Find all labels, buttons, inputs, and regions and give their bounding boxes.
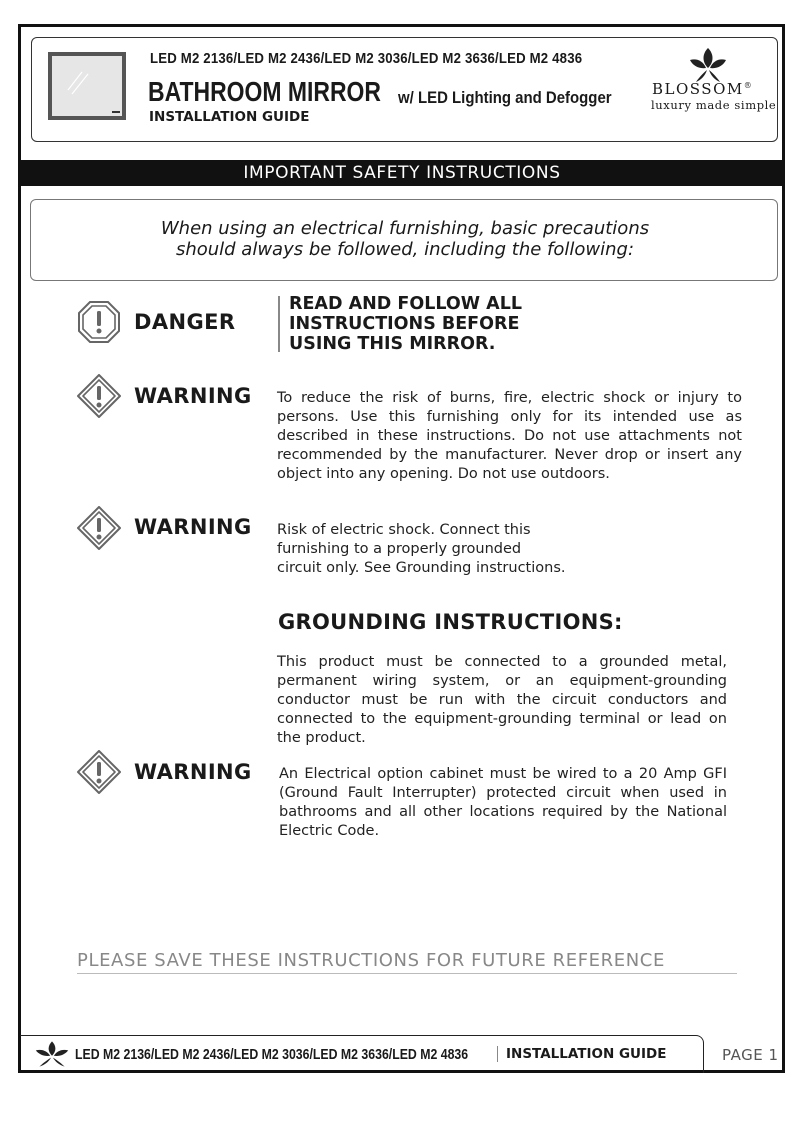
- danger-divider: [278, 296, 280, 352]
- danger-text: [289, 294, 522, 354]
- blossom-logo-icon: [688, 46, 728, 84]
- mirror-product-image: [46, 50, 128, 122]
- octagon-exclamation-icon: [77, 300, 121, 344]
- footer-blossom-logo-icon: [34, 1040, 70, 1068]
- warning-text-3: An Electrical option cabinet must be wired to a 20 Amp GFI (Ground Fault Interrupter) protected circuit when used in bathrooms and all other locations required by the National Electric Code.: [279, 766, 727, 839]
- save-instructions-note: PLEASE SAVE THESE INSTRUCTIONS FOR FUTURE REFERENCE: [77, 950, 665, 971]
- brand-tagline: luxury made simple: [651, 98, 777, 112]
- intro-text: [60, 218, 750, 260]
- warning-label-2: WARNING: [134, 515, 252, 539]
- danger-line-3: USING THIS MIRROR.: [289, 334, 496, 354]
- model-numbers: LED M2 2136/LED M2 2436/LED M2 3036/LED M2 3636/LED M2 4836: [150, 50, 583, 67]
- installation-guide-label: INSTALLATION GUIDE: [149, 109, 310, 125]
- grounding-text: This product must be connected to a grounded metal, permanent wiring system, or an equipment-grounding conductor must be run with the circuit conductors and connected to the equipment-grounding terminal or lead on the product.: [277, 654, 727, 746]
- danger-line-1: READ AND FOLLOW ALL: [289, 294, 523, 314]
- page-number: PAGE 1: [722, 1046, 779, 1064]
- warning-2-line-1: Risk of electric shock. Connect this: [277, 522, 531, 538]
- brand-name: BLOSSOM®: [652, 80, 754, 98]
- warning-label-3: WARNING: [134, 760, 252, 784]
- diamond-exclamation-icon: [77, 506, 121, 550]
- footer-model-numbers: LED M2 2136/LED M2 2436/LED M2 3036/LED M2 3636/LED M2 4836: [75, 1046, 469, 1063]
- grounding-heading: GROUNDING INSTRUCTIONS:: [278, 610, 623, 634]
- product-subtitle: w/ LED Lighting and Defogger: [398, 88, 612, 107]
- danger-label: DANGER: [134, 310, 236, 334]
- footer-guide-label: INSTALLATION GUIDE: [506, 1046, 667, 1062]
- diamond-exclamation-icon: [77, 374, 121, 418]
- safety-instructions-band: IMPORTANT SAFETY INSTRUCTIONS: [20, 160, 784, 186]
- warning-text-1: To reduce the risk of burns, fire, electric shock or injury to persons. Use this furnishing only for its intended use as described in these instructions. Do not use attachments not recommended by the manufacturer. Never drop or insert any object into any opening. Do not use outdoors.: [277, 390, 742, 482]
- warning-2-line-3: circuit only. See Grounding instructions.: [277, 560, 566, 576]
- intro-line-1: When using an electrical furnishing, basic precautions: [160, 218, 650, 239]
- diamond-exclamation-icon: [77, 750, 121, 794]
- footer-separator: [497, 1046, 498, 1062]
- save-note-rule: [77, 973, 737, 974]
- warning-label-1: WARNING: [134, 384, 252, 408]
- warning-2-line-2: furnishing to a properly grounded: [277, 541, 522, 557]
- warning-text-2: [277, 521, 717, 578]
- danger-line-2: INSTRUCTIONS BEFORE: [289, 314, 520, 334]
- product-title: BATHROOM MIRROR: [148, 76, 381, 107]
- intro-line-2: should always be followed, including the following:: [175, 239, 635, 260]
